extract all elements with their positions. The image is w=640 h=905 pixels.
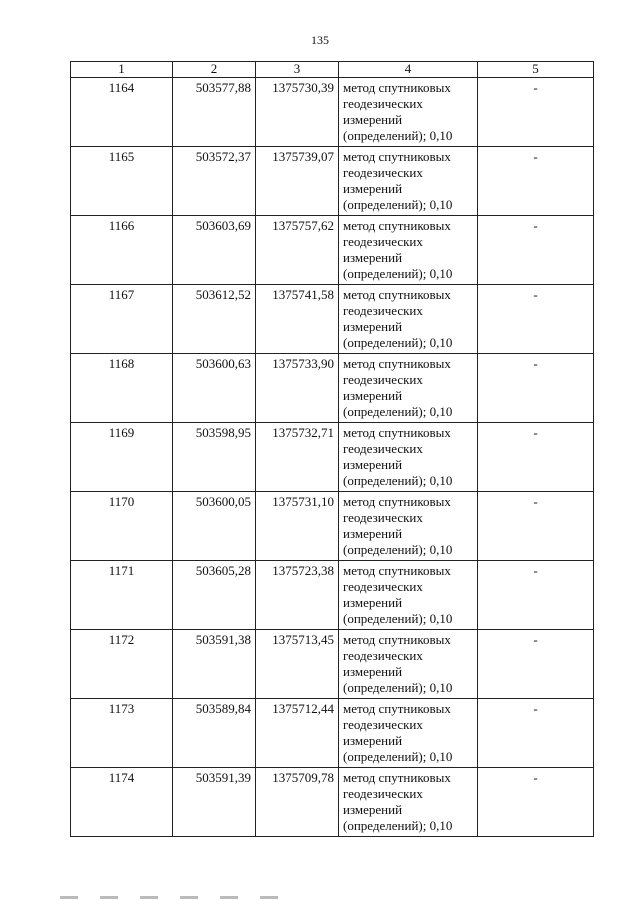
method-line: измерений [343,802,403,817]
point-number-cell: 1172 [71,630,173,699]
method-line: метод спутниковых [343,218,451,233]
method-line: геодезических [343,234,423,249]
note-cell: - [478,699,594,768]
method-line: измерений [343,664,403,679]
method-line: метод спутниковых [343,632,451,647]
method-line: геодезических [343,165,423,180]
point-number-cell: 1174 [71,768,173,837]
note-cell: - [478,147,594,216]
y-coordinate-cell: 1375757,62 [256,216,339,285]
note-cell: - [478,78,594,147]
x-coordinate-cell: 503603,69 [173,216,256,285]
table-row [71,699,594,768]
method-cell [339,216,478,285]
note-cell: - [478,630,594,699]
table-row [71,423,594,492]
method-line: геодезических [343,510,423,525]
note-cell: - [478,561,594,630]
column-header: 2 [173,62,256,78]
table-row [71,768,594,837]
method-line: (определений); 0,10 [343,542,453,557]
method-line: (определений); 0,10 [343,128,453,143]
y-coordinate-cell: 1375732,71 [256,423,339,492]
method-line: измерений [343,112,403,127]
method-line: метод спутниковых [343,149,451,164]
table-row [71,78,594,147]
y-coordinate-cell: 1375709,78 [256,768,339,837]
table-row [71,492,594,561]
method-line: метод спутниковых [343,80,451,95]
point-number-cell: 1173 [71,699,173,768]
y-coordinate-cell: 1375713,45 [256,630,339,699]
method-line: геодезических [343,648,423,663]
x-coordinate-cell: 503605,28 [173,561,256,630]
note-cell: - [478,354,594,423]
method-line: метод спутниковых [343,770,451,785]
method-cell [339,147,478,216]
note-cell: - [478,492,594,561]
y-coordinate-cell: 1375739,07 [256,147,339,216]
x-coordinate-cell: 503600,63 [173,354,256,423]
method-line: измерений [343,250,403,265]
x-coordinate-cell: 503612,52 [173,285,256,354]
method-line: геодезических [343,717,423,732]
method-cell [339,768,478,837]
note-cell: - [478,285,594,354]
y-coordinate-cell: 1375733,90 [256,354,339,423]
x-coordinate-cell: 503591,38 [173,630,256,699]
y-coordinate-cell: 1375731,10 [256,492,339,561]
method-line: метод спутниковых [343,563,451,578]
table-row [71,147,594,216]
method-line: (определений); 0,10 [343,818,453,833]
column-header: 5 [478,62,594,78]
method-line: (определений); 0,10 [343,611,453,626]
bottom-scan-marks [60,896,360,902]
y-coordinate-cell: 1375730,39 [256,78,339,147]
method-line: метод спутниковых [343,494,451,509]
table-row [71,354,594,423]
method-line: геодезических [343,441,423,456]
method-cell [339,78,478,147]
method-cell [339,492,478,561]
method-line: (определений); 0,10 [343,473,453,488]
method-cell [339,354,478,423]
method-line: измерений [343,319,403,334]
x-coordinate-cell: 503598,95 [173,423,256,492]
x-coordinate-cell: 503577,88 [173,78,256,147]
method-line: (определений); 0,10 [343,335,453,350]
table-header-row [71,62,594,78]
y-coordinate-cell: 1375741,58 [256,285,339,354]
method-line: (определений); 0,10 [343,749,453,764]
point-number-cell: 1167 [71,285,173,354]
method-cell [339,285,478,354]
column-header: 1 [71,62,173,78]
point-number-cell: 1171 [71,561,173,630]
note-cell: - [478,216,594,285]
y-coordinate-cell: 1375712,44 [256,699,339,768]
method-line: геодезических [343,96,423,111]
method-line: измерений [343,388,403,403]
table-row [71,285,594,354]
coordinates-table [70,61,594,837]
point-number-cell: 1164 [71,78,173,147]
page-number: 135 [311,33,329,47]
table-row [71,630,594,699]
point-number-cell: 1166 [71,216,173,285]
point-number-cell: 1169 [71,423,173,492]
column-header: 4 [339,62,478,78]
method-line: (определений); 0,10 [343,266,453,281]
method-line: (определений); 0,10 [343,404,453,419]
method-line: геодезических [343,786,423,801]
method-line: (определений); 0,10 [343,197,453,212]
method-cell [339,561,478,630]
y-coordinate-cell: 1375723,38 [256,561,339,630]
x-coordinate-cell: 503591,39 [173,768,256,837]
method-line: измерений [343,595,403,610]
method-line: геодезических [343,303,423,318]
x-coordinate-cell: 503589,84 [173,699,256,768]
method-line: измерений [343,457,403,472]
note-cell: - [478,768,594,837]
method-line: измерений [343,526,403,541]
point-number-cell: 1168 [71,354,173,423]
column-header: 3 [256,62,339,78]
point-number-cell: 1170 [71,492,173,561]
point-number-cell: 1165 [71,147,173,216]
method-line: метод спутниковых [343,425,451,440]
table-row [71,561,594,630]
method-cell [339,699,478,768]
x-coordinate-cell: 503572,37 [173,147,256,216]
method-line: измерений [343,733,403,748]
x-coordinate-cell: 503600,05 [173,492,256,561]
method-cell [339,423,478,492]
method-line: метод спутниковых [343,356,451,371]
method-line: измерений [343,181,403,196]
method-line: метод спутниковых [343,701,451,716]
method-line: (определений); 0,10 [343,680,453,695]
method-line: метод спутниковых [343,287,451,302]
note-cell: - [478,423,594,492]
method-line: геодезических [343,372,423,387]
method-cell [339,630,478,699]
table-row [71,216,594,285]
method-line: геодезических [343,579,423,594]
